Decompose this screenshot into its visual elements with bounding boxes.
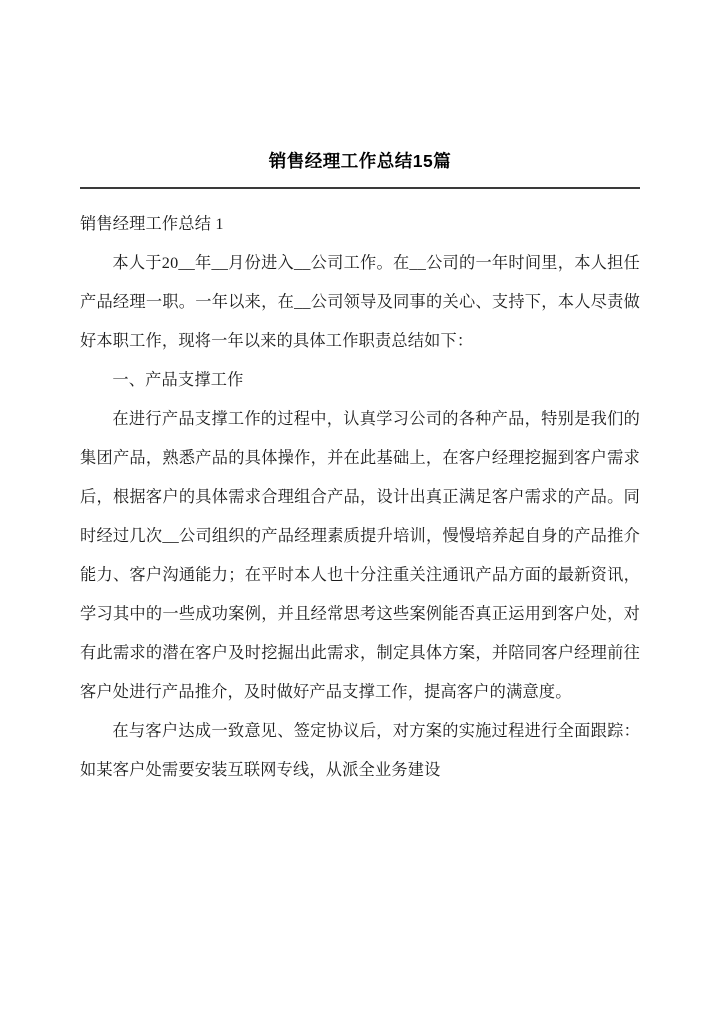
intro-paragraph: 本人于20__年__月份进入__公司工作。在__公司的一年时间里，本人担任产品经理一职。一年以来，在__公司领导及同事的关心、支持下，本人尽责做好本职工作，现将一年以来的具体工作职责总结如下： xyxy=(80,254,640,350)
section-heading-1: 销售经理工作总结 1 xyxy=(80,215,224,233)
subheading-product-support: 一、产品支撑工作 xyxy=(112,371,244,389)
product-support-body: 在进行产品支撑工作的过程中，认真学习公司的各种产品，特别是我们的集团产品，熟悉产品的具体操作，并在此基础上，在客户经理挖掘到客户需求后，根据客户的具体需求合理组合产品，设计出真正满足客户需求的产品。同时经过几次__公司组织的产品经理素质提升培训，慢慢培养起自身的产品推介能力、客户沟通能力；在平时本人也十分注重关注通讯产品方面的最新资讯，学习其中的一些成功案例，并且经常思考这些案例能否真正运用到客户处，对有此需求的潜在客户及时挖掘出此需求，制定具体方案，并陪同客户经理前往客户处进行产品推介，及时做好产品支撑工作，提高客户的满意度。 xyxy=(80,410,640,701)
document-body xyxy=(80,205,640,790)
page-title: 销售经理工作总结15篇 xyxy=(268,151,452,171)
title-divider xyxy=(80,187,640,189)
implementation-tracking: 在与客户达成一致意见、签定协议后，对方案的实施过程进行全面跟踪：如某客户处需要安装互联网专线，从派全业务建设 xyxy=(80,722,640,779)
